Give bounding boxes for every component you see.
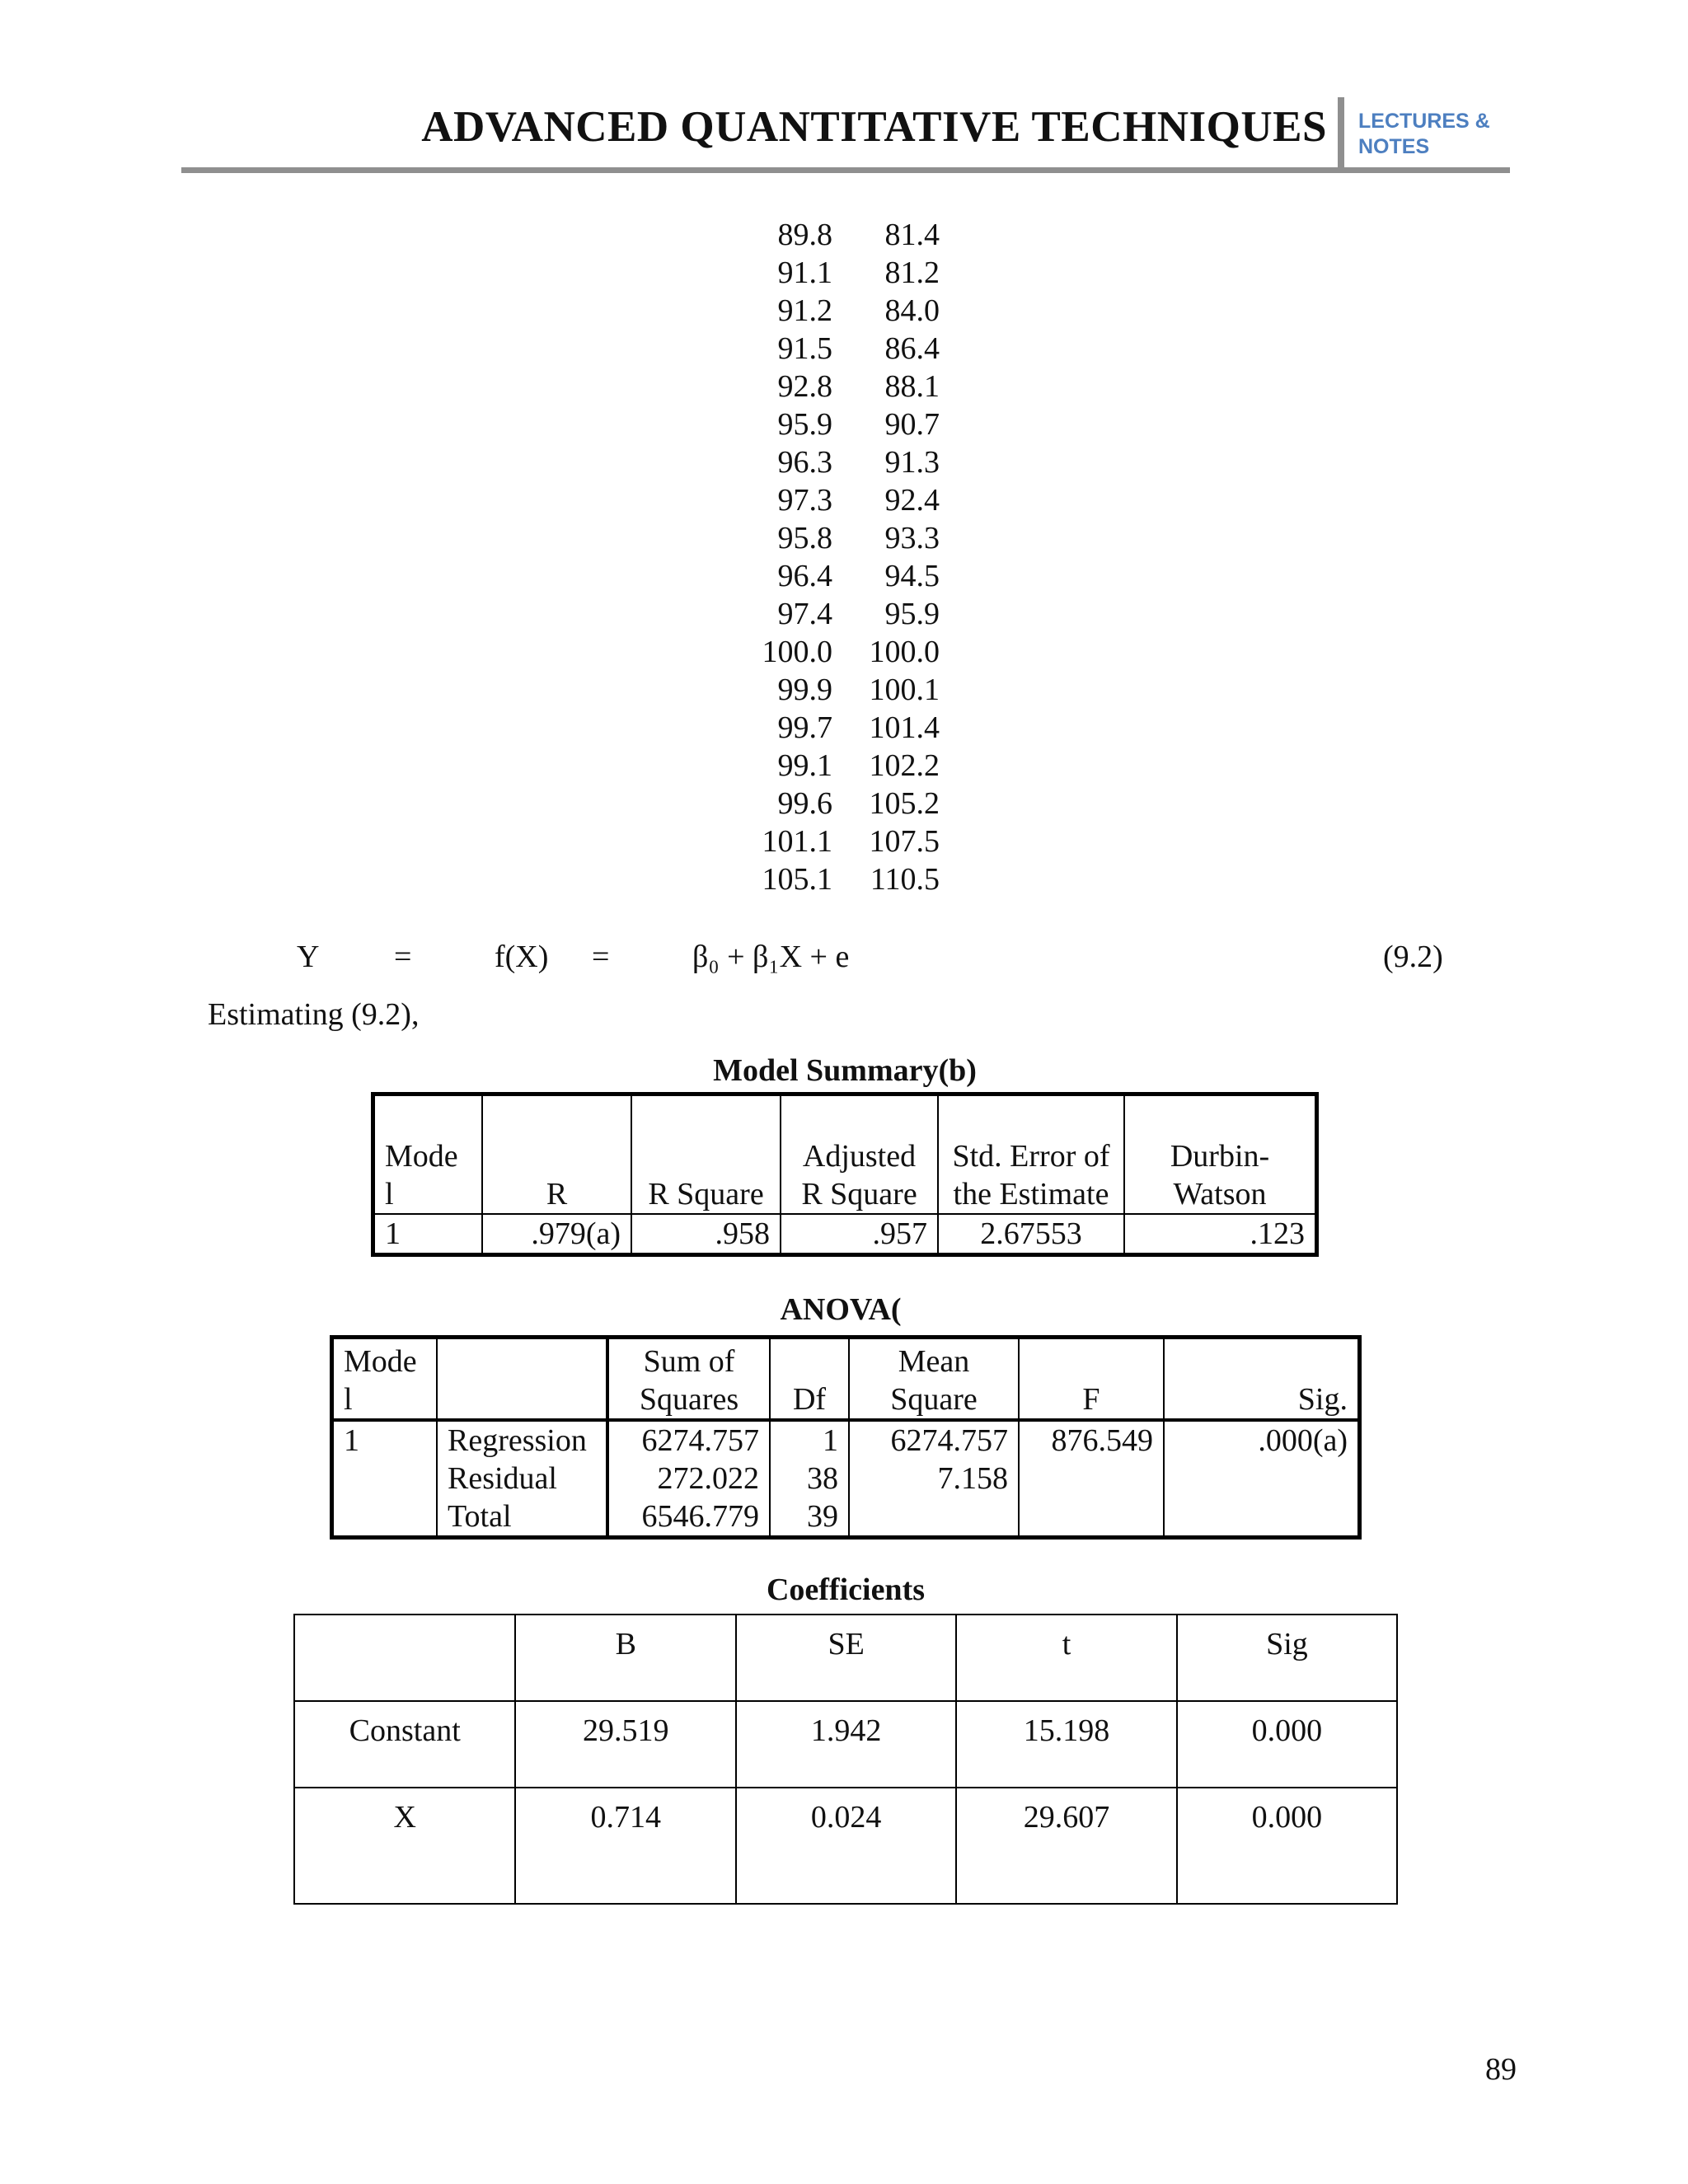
mean-square-value: 7.158 [937, 1461, 1008, 1496]
y-value: 107.5 [869, 824, 940, 859]
model-summary-caption: Model Summary(b) [713, 1053, 977, 1088]
header-title: ADVANCED QUANTITATIVE TECHNIQUES [421, 103, 1327, 151]
header-cell: Mode l [373, 1094, 483, 1215]
y-value: 100.0 [869, 635, 940, 669]
header-cell: Df [770, 1338, 849, 1421]
x-value: 99.7 [777, 710, 832, 745]
df-value: 39 [807, 1499, 838, 1534]
table-row [373, 1214, 1317, 1255]
header-cell: t [956, 1615, 1177, 1701]
cell [849, 1420, 1019, 1538]
data-pair-row [725, 443, 940, 481]
header-cell: Sig [1177, 1615, 1397, 1701]
x-value: 91.1 [777, 255, 832, 290]
sum-of-squares-value: 272.022 [657, 1461, 759, 1496]
cell: .957 [781, 1214, 938, 1255]
y-value: 88.1 [884, 369, 940, 404]
cell: 1.942 [736, 1701, 956, 1788]
cell: 0.024 [736, 1788, 956, 1904]
data-pair-row [725, 368, 940, 405]
y-value: 110.5 [870, 862, 940, 897]
header-side-line1: LECTURES & [1358, 110, 1490, 133]
estimating-text: Estimating (9.2), [208, 997, 420, 1032]
anova-label: Total [448, 1499, 512, 1534]
y-value: 101.4 [869, 710, 940, 745]
header-cell [437, 1338, 607, 1421]
data-pair-row [725, 785, 940, 823]
cell [607, 1420, 770, 1538]
header-side-label [1358, 109, 1490, 160]
cell: Constant [294, 1701, 515, 1788]
x-value: 101.1 [762, 824, 832, 859]
x-value: 97.3 [777, 483, 832, 518]
data-pair-row [725, 671, 940, 709]
data-pair-row [725, 254, 940, 292]
x-value: 89.8 [777, 218, 832, 252]
data-pairs-list [725, 216, 940, 898]
anova-table [330, 1335, 1362, 1540]
y-value: 86.4 [884, 331, 940, 366]
model-summary-table [371, 1092, 1319, 1257]
y-value: 81.4 [884, 218, 940, 252]
y-value: 100.1 [869, 673, 940, 707]
mean-square-value: 6274.757 [890, 1423, 1008, 1458]
cell: 876.549 [1019, 1420, 1164, 1538]
cell [437, 1420, 607, 1538]
data-pair-row [725, 481, 940, 519]
coefficients-caption: Coefficients [766, 1572, 926, 1607]
cell: 1 [332, 1420, 438, 1538]
equation-equals-1: = [394, 940, 412, 974]
equation-rhs: β₀ + β₁X + e [692, 940, 850, 974]
data-pair-row [725, 709, 940, 747]
equation-y: Y [297, 940, 320, 974]
cell: 0.000 [1177, 1788, 1397, 1904]
y-value: 81.2 [884, 255, 940, 290]
x-value: 97.4 [777, 597, 832, 631]
cell: .000(a) [1164, 1420, 1360, 1538]
df-value: 38 [807, 1461, 838, 1496]
data-pair-row [725, 633, 940, 671]
header-cell: Sum of Squares [607, 1338, 770, 1421]
x-value: 99.1 [777, 748, 832, 783]
header-cell: Mode l [332, 1338, 438, 1421]
header-cell: R Square [631, 1094, 781, 1215]
data-pair-row [725, 823, 940, 860]
y-value: 91.3 [884, 445, 940, 480]
anova-label: Regression [448, 1423, 587, 1458]
y-value: 90.7 [884, 407, 940, 442]
x-value: 96.4 [777, 559, 832, 593]
table-header-row [373, 1094, 1317, 1215]
cell [770, 1420, 849, 1538]
header-cell: SE [736, 1615, 956, 1701]
cell: 2.67553 [938, 1214, 1124, 1255]
data-pair-row [725, 747, 940, 785]
cell: 29.519 [515, 1701, 736, 1788]
data-pair-row [725, 292, 940, 330]
data-pair-row [725, 860, 940, 898]
cell: 0.000 [1177, 1701, 1397, 1788]
x-value: 91.2 [777, 293, 832, 328]
data-pair-row [725, 595, 940, 633]
df-value: 1 [823, 1423, 838, 1458]
header-cell: B [515, 1615, 736, 1701]
header-side-line2: NOTES [1358, 135, 1430, 158]
coefficients-table [293, 1614, 1398, 1905]
cell: .979(a) [482, 1214, 631, 1255]
y-value: 84.0 [884, 293, 940, 328]
data-pair-row [725, 330, 940, 368]
sum-of-squares-value: 6274.757 [641, 1423, 759, 1458]
y-value: 93.3 [884, 521, 940, 555]
data-pair-row [725, 405, 940, 443]
cell: X [294, 1788, 515, 1904]
header-cell: Sig. [1164, 1338, 1360, 1421]
data-pair-row [725, 216, 940, 254]
page-number: 89 [1485, 2052, 1517, 2087]
x-value: 96.3 [777, 445, 832, 480]
header-cell: Adjusted R Square [781, 1094, 938, 1215]
y-value: 92.4 [884, 483, 940, 518]
x-value: 99.6 [777, 786, 832, 821]
data-pair-row [725, 557, 940, 595]
x-value: 105.1 [762, 862, 832, 897]
header-rule [181, 167, 1510, 173]
cell: 29.607 [956, 1788, 1177, 1904]
equation-number: (9.2) [1383, 940, 1443, 974]
anova-label: Residual [448, 1461, 557, 1496]
data-pair-row [725, 519, 940, 557]
table-row [294, 1701, 1397, 1788]
y-value: 94.5 [884, 559, 940, 593]
header-cell: R [482, 1094, 631, 1215]
y-value: 102.2 [869, 748, 940, 783]
equation-equals-2: = [592, 940, 610, 974]
header-divider [1338, 97, 1344, 170]
table-header-row [332, 1338, 1360, 1421]
table-header-row [294, 1615, 1397, 1701]
equation-fx: f(X) [495, 940, 549, 974]
cell: .123 [1124, 1214, 1317, 1255]
x-value: 91.5 [777, 331, 832, 366]
header-cell: Durbin-Watson [1124, 1094, 1317, 1215]
y-value: 105.2 [869, 786, 940, 821]
anova-caption: ANOVA( [780, 1292, 902, 1327]
header-cell: F [1019, 1338, 1164, 1421]
table-row [294, 1788, 1397, 1904]
x-value: 95.9 [777, 407, 832, 442]
x-value: 99.9 [777, 673, 832, 707]
cell: 1 [373, 1214, 483, 1255]
cell: 0.714 [515, 1788, 736, 1904]
header-cell [294, 1615, 515, 1701]
sum-of-squares-value: 6546.779 [641, 1499, 759, 1534]
cell: 15.198 [956, 1701, 1177, 1788]
x-value: 92.8 [777, 369, 832, 404]
header-cell: Mean Square [849, 1338, 1019, 1421]
x-value: 100.0 [762, 635, 832, 669]
x-value: 95.8 [777, 521, 832, 555]
header-cell: Std. Error of the Estimate [938, 1094, 1124, 1215]
table-row [332, 1420, 1360, 1538]
y-value: 95.9 [884, 597, 940, 631]
cell: .958 [631, 1214, 781, 1255]
